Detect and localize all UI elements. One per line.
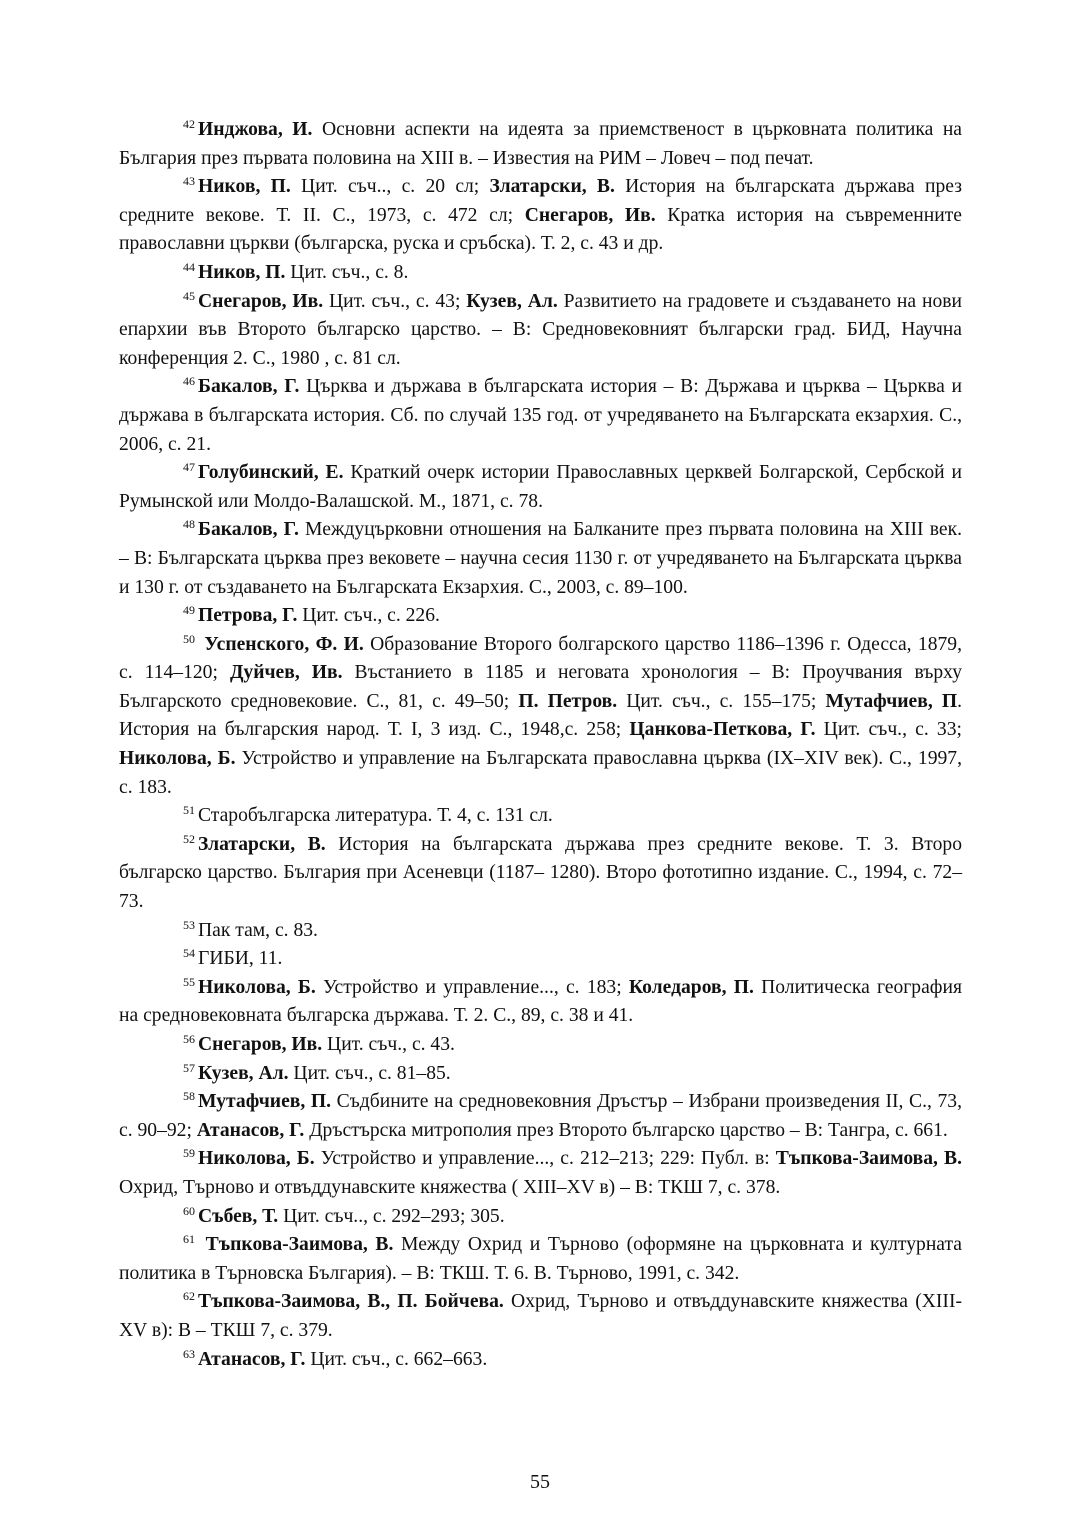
footnote-text: Цит. съч., с. 81–85.: [288, 1062, 451, 1084]
footnote-number: 46: [183, 374, 195, 389]
footnote: [119, 1060, 962, 1089]
footnote-number: 59: [183, 1146, 195, 1161]
footnote-author: Златарски, В.: [198, 833, 326, 855]
footnote-author: Тъпкова-Заимова, В.: [198, 1234, 394, 1256]
footnote-text: Цит. съч.., с. 292–293; 305.: [278, 1205, 505, 1227]
footnote-number: 42: [183, 117, 195, 131]
footnote: [119, 917, 962, 946]
footnote-text: Основни аспекти на идеята за приемственост в църковната политика на България през първата половина на XIII в. – Известия на РИМ – Ловеч – под печат.: [119, 119, 962, 169]
footnote-number: 56: [183, 1032, 195, 1046]
footnote-number: 49: [183, 603, 195, 618]
footnote-author: Атанасов, Г.: [196, 1119, 305, 1141]
footnote: [119, 802, 962, 831]
footnote-author: Мутафчиев, П: [825, 690, 958, 712]
footnote-author: Николова, Б.: [198, 976, 316, 998]
footnote-author: Цанкова-Петкова, Г.: [629, 719, 816, 741]
footnote-text: Междуцърковни отношения на Балканите през първата половина на XIII век. – В: Българската църква през вековете – научна сесия 1130 г. от учредяването на Българската църква и 130 г. от създаването на Българската Екзархия. С., 2003, с. 89–100.: [119, 519, 962, 598]
footnote-number: 45: [183, 288, 195, 303]
footnote-text: Устройство и управление..., с. 183;: [315, 976, 629, 998]
footnote: [119, 1231, 962, 1288]
footnote-author: Ников, П.: [198, 261, 286, 283]
footnote-number: 57: [183, 1060, 195, 1075]
footnote-text: Старобългарска литература. Т. 4, с. 131 сл.: [198, 805, 553, 827]
footnote-author: Петрова, Г.: [198, 605, 298, 627]
footnote-text: ГИБИ, 11.: [198, 948, 283, 970]
footnote: [119, 288, 962, 374]
footnote-author: Бакалов, Г.: [198, 376, 300, 398]
footnote: [119, 516, 962, 602]
page-number: 55: [530, 1471, 550, 1493]
footnote: [119, 173, 962, 259]
footnote: [119, 1088, 962, 1145]
footnote-text: Охрид, Търново и отвъддунавските княжества (XIII-XV в): В – ТКШ 7, с. 379.: [119, 1291, 962, 1341]
footnote: [119, 831, 962, 917]
footnote: [119, 974, 962, 1031]
footnote-text: Политическа география на средновековната българска държава. Т. 2. С., 89, с. 38 и 41.: [119, 976, 962, 1027]
footnote: [119, 1288, 962, 1345]
footnote-number: 47: [183, 460, 195, 475]
footnote-author: Снегаров, Ив.: [198, 1034, 323, 1055]
footnote-number: 53: [183, 917, 195, 932]
footnote-text: Кратка история на съвременните православни църкви (българска, руска и сръбска). Т. 2, с. 43 и др.: [119, 204, 962, 255]
footnote-author: Николова, Б.: [119, 748, 236, 770]
footnote: [119, 459, 962, 516]
footnote-number: 62: [183, 1289, 195, 1304]
footnote-text: . История на българския народ. Т. I, 3 изд. С., 1948,с. 258;: [119, 690, 962, 741]
footnote-text: Цит. съч., с. 43;: [323, 290, 467, 312]
footnote-number: 43: [183, 174, 195, 189]
footnote-text: История на българската държава през средните векове. Т. 3. Второ българско царство. България при Асеневци (1187– 1280). Второ фототипно издание. С., 1994, с. 72–73.: [119, 833, 962, 913]
footnote-number: 58: [183, 1089, 195, 1104]
footnote-author: Събев, Т.: [198, 1205, 279, 1227]
footnote-number: 60: [183, 1203, 195, 1218]
footnote-author: Дуйчев, Ив.: [229, 662, 343, 684]
footnote: [119, 259, 962, 288]
footnote-number: 48: [183, 517, 195, 532]
footnote-number: 55: [183, 974, 195, 989]
footnote-text: Цит. съч.., с. 20 сл;: [290, 176, 490, 198]
footnote-author: Снегаров, Ив.: [524, 204, 656, 226]
footnote-number: 44: [183, 259, 195, 274]
footnote: [119, 116, 962, 173]
footnote-text: Съдбините на средновековния Дръстър – Избрани произведения II, С., 73, с. 90–92;: [119, 1091, 962, 1141]
footnote-author: Кузев, Ал.: [198, 1062, 289, 1084]
footnote-text: Дръстърска митрополия през Второто българско царство – В: Тангра, с. 661.: [304, 1119, 948, 1141]
footnote-number: 51: [183, 803, 195, 818]
footnote: [119, 1145, 962, 1202]
footnote: [119, 1031, 962, 1060]
footnote-author: Инджова, И.: [198, 119, 313, 140]
footnote-text: Развитието на градовете и създаването на нови епархии във Второто българско царство. – В: Средновековният български град. БИД, Научна конференция 2. С., 1980 , с. 81 сл.: [119, 290, 962, 369]
footnote-author: Бакалов, Г.: [198, 519, 299, 541]
footnote-author: Николова, Б.: [198, 1148, 315, 1170]
footnote-text: Устройство и управление..., с. 212–213; 229: Публ. в:: [314, 1148, 776, 1170]
footnote: [119, 602, 962, 631]
footnote: [119, 945, 962, 974]
footnote-text: Устройство и управление на Българската православна църква (IX–XIV век). С., 1997, с. 183.: [119, 748, 962, 798]
footnote-text: Цит. съч., с. 8.: [285, 261, 409, 283]
footnote-text: Цит. съч., с. 43.: [322, 1034, 455, 1055]
footnote-text: Въстанието в 1185 и неговата хронология – В: Проучвания върху Българското средновековие. С., 81, с. 49–50;: [119, 662, 962, 712]
footnote-author: Успенского, Ф. И.: [198, 633, 364, 655]
footnote-text: История на българската държава през средните векове. Т. II. С., 1973, с. 472 сл;: [119, 176, 962, 226]
footnote: [119, 631, 962, 803]
footnote-author: Снегаров, Ив.: [198, 290, 324, 312]
footnote-number: 52: [183, 831, 195, 846]
footnote-author: Атанасов, Г.: [198, 1348, 306, 1370]
footnote-author: Коледаров, П.: [628, 976, 754, 998]
footnote-author: Ников, П.: [198, 176, 291, 198]
footnote-author: Тъпкова-Заимова, В.: [775, 1148, 962, 1170]
footnote-author: Тъпкова-Заимова, В., П. Бойчева.: [198, 1291, 504, 1313]
footnote-number: 63: [183, 1346, 195, 1361]
footnote-text: Образование Второго болгарского царство 1186–1396 г. Одесса, 1879, с. 114–120;: [119, 633, 962, 684]
footnote-author: Кузев, Ал.: [466, 290, 558, 312]
footnote-text: Цит. съч., с. 155–175;: [617, 690, 826, 712]
footnote-text: Между Охрид и Търново (оформяне на църковната и културната политика в Търновска България). – В: ТКШ. Т. 6. В. Търново, 1991, с. 342.: [119, 1234, 962, 1284]
footnote-author: Мутафчиев, П.: [198, 1091, 331, 1113]
footnote-text: Цит. съч., с. 662–663.: [305, 1348, 488, 1370]
footnote-text: Краткий очерк истории Православных церквей Болгарской, Сербской и Румынской или Молдо-Валашской. М., 1871, с. 78.: [119, 462, 962, 512]
footnote-text: Охрид, Търново и отвъддунавските княжества ( XIII–XV в) – В: ТКШ 7, с. 378.: [119, 1176, 781, 1198]
footnotes-column: [119, 116, 962, 1374]
footnote-number: 61: [183, 1232, 195, 1247]
footnote-text: Цит. съч., с. 226.: [297, 605, 440, 627]
footnote-number: 50: [183, 631, 195, 646]
footnote: [119, 373, 962, 459]
footnote-text: Пак там, с. 83.: [198, 919, 318, 941]
footnote: [119, 1346, 962, 1375]
footnote-author: Голубинский, Е.: [198, 462, 344, 484]
footnote-author: П. Петров.: [518, 690, 618, 712]
footnote-text: Цит. съч., с. 33;: [815, 719, 962, 741]
footnote: [119, 1203, 962, 1232]
footnote-author: Златарски, В.: [489, 176, 615, 198]
footnote-number: 54: [183, 946, 195, 961]
footnote-text: Църква и държава в българската история – В: Държава и църква – Църква и държава в българската история. Сб. по случай 135 год. от учредяването на Българската екзархия. С., 2006, с. 21.: [119, 376, 963, 455]
